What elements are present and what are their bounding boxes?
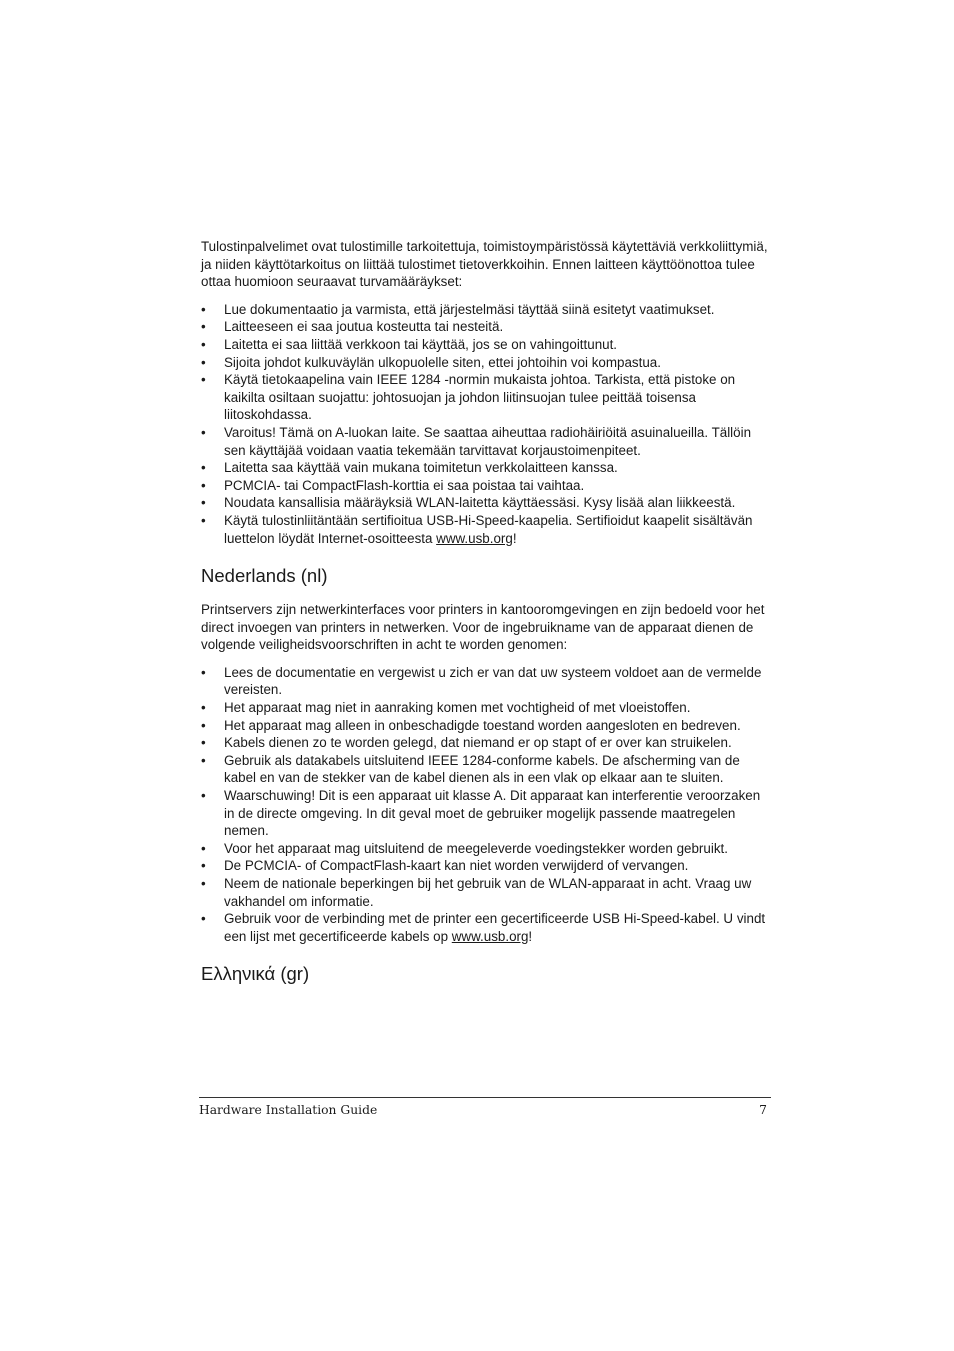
list-item: • Laitteeseen ei saa joutua kosteutta tai nesteitä.: [201, 319, 504, 335]
bullet-icon: •: [201, 876, 206, 891]
bullet-icon: •: [201, 700, 206, 716]
section-heading-dutch: Nederlands (nl): [201, 565, 328, 587]
dutch-intro: Printservers zijn netwerkinterfaces voor printers in kantooromgevingen en zijn bedoeld voor het direct invoegen van printers in netwerken. Voor de ingebruikname van de apparaat dienen de volgende veiligheidsvoorschriften in acht te worden genomen:: [201, 602, 765, 653]
list-item: • Varoitus! Tämä on A-luokan laite. Se saattaa aiheuttaa radiohäiriöitä asuinalueilla. Tällöin sen käyttäjää voidaan vaatia tekemään tarvittavat korjaustoimenpiteet.: [201, 424, 752, 458]
bullet-icon: •: [201, 336, 206, 352]
list-item: • Gebruik als datakabels uitsluitend IEEE 1284-conforme kabels. De afscherming van de kabel en van de stekker van de kabel dienen als in een vlak op elkaar aan te sluiten.: [201, 752, 740, 786]
bullet-icon: •: [201, 477, 206, 493]
bullet-icon: •: [201, 664, 206, 680]
bullet-icon: •: [201, 752, 206, 768]
bullet-icon: •: [201, 717, 206, 733]
list-item: • Sijoita johdot kulkuväylän ulkopuolelle siten, ettei johtoihin voi kompastua.: [201, 354, 661, 370]
list-item: • De PCMCIA- of CompactFlash-kaart kan niet worden verwijderd of vervangen.: [201, 858, 689, 874]
list-item: • Lue dokumentaatio ja varmista, että järjestelmäsi täyttää siinä esitetyt vaatimukset.: [201, 301, 715, 317]
list-item: • Waarschuwing! Dit is een apparaat uit klasse A. Dit apparaat kan interferentie veroorzaken in de directe omgeving. In dit geval moet de gebruiker mogelijk passende maatregelen nemen.: [201, 788, 761, 839]
page-number: 7: [759, 1103, 767, 1117]
section-heading-greek: Ελληνικά (gr): [201, 963, 310, 985]
list-item: • Noudata kansallisia määräyksiä WLAN-laitetta käyttäessäsi. Kysy lisää alan liikkeestä.: [201, 495, 736, 511]
footer-title: Hardware Installation Guide: [199, 1103, 378, 1117]
finnish-safety-list: [201, 301, 771, 547]
list-item: • Laitetta ei saa liittää verkkoon tai käyttää, jos se on vahingoittunut.: [201, 336, 618, 352]
list-item: • Het apparaat mag niet in aanraking komen met vochtigheid of met vloeistoffen.: [201, 700, 691, 716]
list-item: • Kabels dienen zo te worden gelegd, dat niemand er op stapt of er over kan struikelen.: [201, 735, 732, 751]
bullet-icon: •: [201, 460, 206, 476]
bullet-icon: •: [201, 354, 206, 370]
bullet-icon: •: [201, 495, 206, 511]
list-item: • Neem de nationale beperkingen bij het gebruik van de WLAN-apparaat in acht. Vraag uw vakhandel om informatie.: [201, 876, 752, 909]
list-item: • Het apparaat mag alleen in onbeschadigde toestand worden aangesloten en bedreven.: [201, 717, 741, 733]
list-item: • Käytä tulostinliitäntään sertifioitua USB-Hi-Speed-kaapelia. Sertifioidut kaapelit sisältävän luettelon löydät Internet-osoitteesta www.usb.org!: [201, 512, 753, 546]
list-item: • Lees de documentatie en vergewist u zich er van dat uw systeem voldoet aan de vermelde vereisten.: [201, 664, 762, 698]
bullet-icon: •: [201, 788, 206, 804]
list-item: • Gebruik voor de verbinding met de printer een gecertificeerde USB Hi-Speed-kabel. U vindt een lijst met gecertificeerde kabels op www.usb.org!: [201, 911, 766, 944]
bullet-icon: •: [201, 840, 206, 856]
bullet-icon: •: [201, 372, 206, 388]
bullet-icon: •: [201, 301, 206, 317]
list-item: • Voor het apparaat mag uitsluitend de meegeleverde voedingstekker worden gebruikt.: [201, 840, 728, 856]
list-item: • Käytä tietokaapelina vain IEEE 1284 -normin mukaista johtoa. Tarkista, että pistoke on kaikilta osiltaan suojattu: johtosuojan ja johdon liitinsuojan tulee peittää toisensa liitoskohdassa.: [201, 372, 736, 423]
usb-org-link[interactable]: www.usb.org: [436, 530, 513, 546]
list-item: • Laitetta saa käyttää vain mukana toimitetun verkkolaitteen kanssa.: [201, 460, 618, 476]
bullet-icon: •: [201, 858, 206, 874]
bullet-icon: •: [201, 319, 206, 335]
bullet-icon: •: [201, 424, 206, 440]
usb-org-link[interactable]: www.usb.org: [451, 928, 529, 944]
list-item: • PCMCIA- tai CompactFlash-korttia ei saa poistaa tai vaihtaa.: [201, 477, 585, 493]
bullet-icon: •: [201, 911, 206, 927]
bullet-icon: •: [201, 735, 206, 751]
dutch-safety-list: [201, 664, 771, 946]
page-footer: [199, 1097, 771, 1117]
bullet-icon: •: [201, 512, 206, 528]
finnish-intro: Tulostinpalvelimet ovat tulostimille tarkoitettuja, toimistoympäristössä käytettäviä verkkoliittymiä, ja niiden käyttötarkoitus on liittää tulostimet tietoverkkoihin. Ennen laitteen käyttöönottoa tulee ottaa huomioon seuraavat turvamääräykset:: [201, 239, 768, 290]
page-body: [201, 238, 771, 999]
